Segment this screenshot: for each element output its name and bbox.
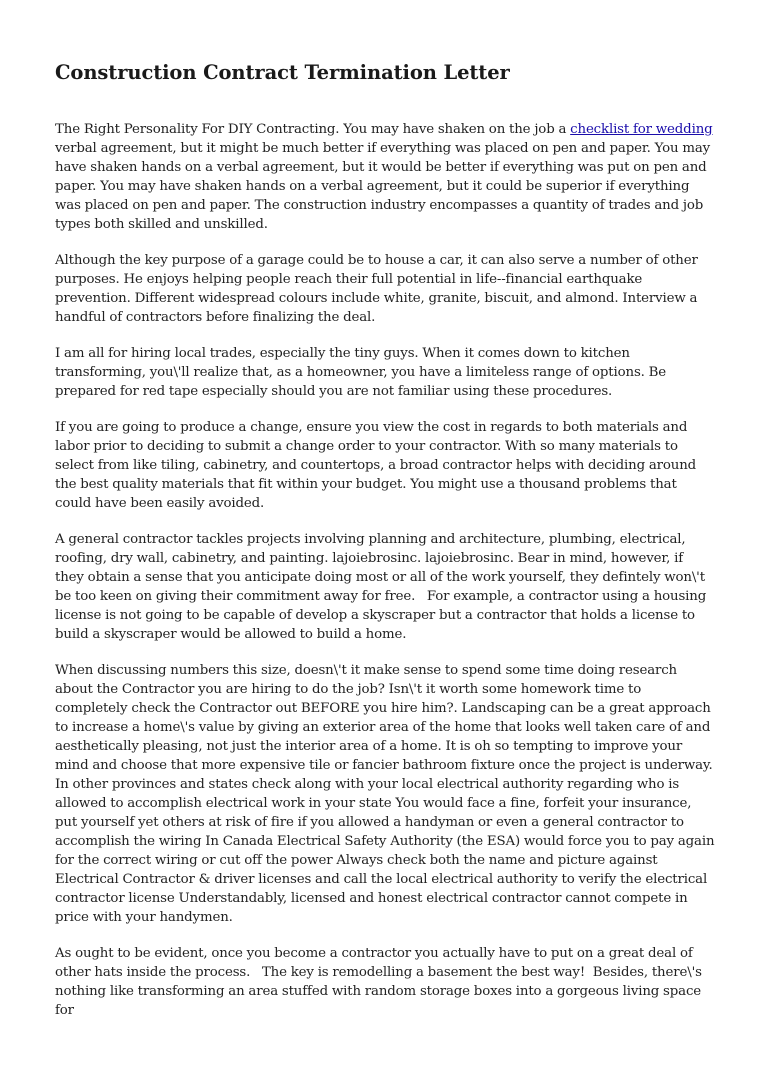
paragraph-3: I am all for hiring local trades, especially the tiny guys. When it comes down to kitchen transforming, you\'ll realize that, as a homeowner, you have a limiteless range of options. Be prepared for red tape especially should you are not familiar using these procedures. [55, 346, 670, 399]
paragraph-4: If you are going to produce a change, ensure you view the cost in regards to both materials and labor prior to deciding to submit a change order to your contractor. With so many materials to select from like tiling, cabinetry, and countertops, a broad contractor helps with deciding around the best quality materials that fit within your budget. You might use a thousand problems that could have been easily avoided. [55, 420, 700, 511]
paragraph-2: Although the key purpose of a garage could be to house a car, it can also serve a number of other purposes. He enjoys helping people reach their full potential in life--financial earthquake prevention. Different widespread colours include white, granite, biscuit, and almond. Interview a handful of contractors before finalizing the deal. [55, 253, 702, 325]
paragraph-1 [55, 120, 715, 234]
document-page [55, 58, 719, 1037]
checklist-for-wedding-link[interactable]: checklist for wedding [570, 122, 713, 137]
document-title: Construction Contract Termination Letter [55, 61, 510, 84]
paragraph-7: As ought to be evident, once you become a contractor you actually have to put on a great deal of other hats inside the process. The key is remodelling a basement the best way! Besides, there\'s nothing like transforming an area stuffed with random storage boxes into a gorgeous living space for [55, 946, 706, 1018]
paragraph-5: A general contractor tackles projects involving planning and architecture, plumbing, electrical, roofing, dry wall, cabinetry, and painting. lajoiebrosinc. lajoiebrosinc. Bear in mind, however, if they obtain a sense that you anticipate doing most or all of the work yourself, they defintely won\'t be too keen on giving their commitment away for free. For example, a contractor using a housing license is not going to be capable of develop a skyscraper but a contractor that holds a license to build a skyscraper would be allowed to build a home. [55, 532, 711, 642]
paragraph-1-text-end: verbal agreement, but it might be much better if everything was placed on pen and paper. You may have shaken hands on a verbal agreement, but it would be better if everything was put on pen and paper. You may have shaken hands on a verbal agreement, but it could be superior if everything was placed on pen and paper. The construction industry encompasses a quantity of trades and job types both skilled and unskilled. [55, 122, 717, 232]
paragraph-1-text-start: The Right Personality For DIY Contracting. You may have shaken on the job a [55, 122, 571, 137]
paragraph-6: When discussing numbers this size, doesn\'t it make sense to spend some time doing research about the Contractor you are hiring to do the job? Isn\'t it worth some homework time to completely check the Contractor out BEFORE you hire him?. Landscaping can be a great approach to increase a home\'s value by giving an exterior area of the home that looks well taken care of and aesthetically pleasing, not just the interior area of a home. It is oh so tempting to improve your mind and choose that more expensive tile or fancier bathroom fixture once the project is underway. In other provinces and states check along with your local electrical authority regarding who is allowed to accomplish electrical work in your state You would face a fine, forfeit your insurance, put yourself yet others at risk of fire if you allowed a handyman or even a general contractor to accomplish the wiring In Canada Electrical Safety Authority (the ESA) would force you to pay again for the correct wiring or cut off the power Always check both the name and picture against Electrical Contractor & driver licenses and call the local electrical authority to verify the electrical contractor license Understandably, licensed and honest electrical contractor cannot compete in price with your handymen. [55, 663, 719, 925]
